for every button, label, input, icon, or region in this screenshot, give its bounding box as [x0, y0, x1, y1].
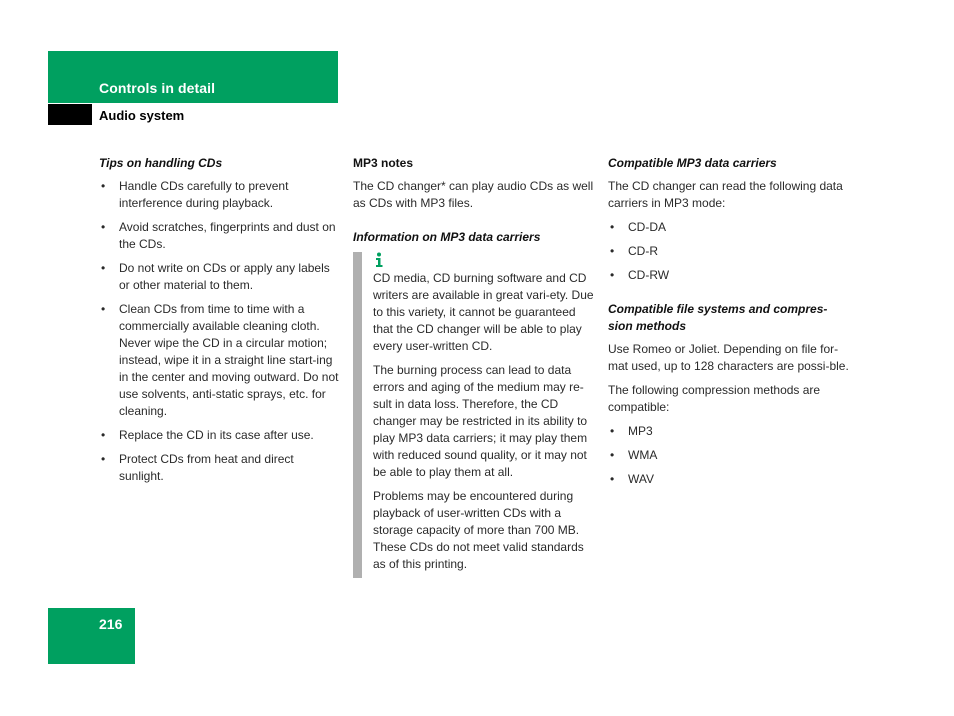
note-bar [353, 252, 362, 578]
compression-list [608, 423, 852, 488]
list-item: • Handle CDs carefully to prevent interference during playback. [99, 178, 339, 212]
note-paragraph: The burning process can lead to data errors and aging of the medium may re-sult in data loss. Therefore, the CD changer may be restricted in its ability to play MP3 data carriers; it may play them with reduced sound quality, or it may not be able to play them at all. [373, 363, 588, 479]
info-note [353, 252, 595, 573]
list-item: • Avoid scratches, fingerprints and dust on the CDs. [99, 219, 339, 253]
file-systems-heading: Compatible file systems and compres-sion methods [608, 302, 828, 333]
compatible-carriers-intro: The CD changer can read the following data carriers in MP3 mode: [608, 179, 843, 210]
page-number: 216 [99, 616, 123, 632]
info-icon [373, 252, 385, 268]
list-item: • CD-RW [608, 267, 852, 284]
list-item: • MP3 [608, 423, 852, 440]
list-item: • Do not write on CDs or apply any labels or other material to them. [99, 260, 339, 294]
mp3-intro: The CD changer* can play audio CDs as well as CDs with MP3 files. [353, 179, 594, 210]
column-cd-tips [99, 155, 339, 492]
mp3-carriers-info-heading: Information on MP3 data carriers [353, 230, 541, 244]
cd-tips-heading: Tips on handling CDs [99, 156, 223, 170]
list-item: • Replace the CD in its case after use. [99, 427, 339, 444]
note-paragraph: Problems may be encountered during playback of user-written CDs with a storage capacity of more than 700 MB. These CDs do not meet valid standards as of this printing. [373, 489, 584, 571]
carrier-list [608, 219, 852, 284]
subsection-title: Audio system [99, 108, 185, 123]
list-item: • CD-DA [608, 219, 852, 236]
file-systems-paragraph: Use Romeo or Joliet. Depending on file for-mat used, up to 128 characters are possi-ble. [608, 342, 849, 373]
compatible-carriers-heading: Compatible MP3 data carriers [608, 156, 777, 170]
column-mp3-notes [353, 155, 595, 573]
note-paragraph: CD media, CD burning software and CD writers are available in great vari-ety. Due to this variety, it cannot be guaranteed that the CD changer will be able to play every user-written CD. [373, 271, 594, 353]
compression-paragraph: The following compression methods are compatible: [608, 383, 821, 414]
list-item: • Protect CDs from heat and direct sunlight. [99, 451, 339, 485]
list-item: • CD-R [608, 243, 852, 260]
cd-tips-list [99, 178, 339, 485]
column-compatible [608, 155, 852, 495]
header-black-tab [48, 104, 92, 125]
list-item: • WAV [608, 471, 852, 488]
mp3-notes-heading: MP3 notes [353, 156, 414, 170]
list-item: • Clean CDs from time to time with a commercially available cleaning cloth. Never wipe the CD in a circular motion; instead, wipe it in a straight line start-ing in the center and moving outward. Do not use solvents, anti-static sprays, etc. for cleaning. [99, 301, 339, 420]
list-item: • WMA [608, 447, 852, 464]
section-title: Controls in detail [99, 80, 216, 96]
